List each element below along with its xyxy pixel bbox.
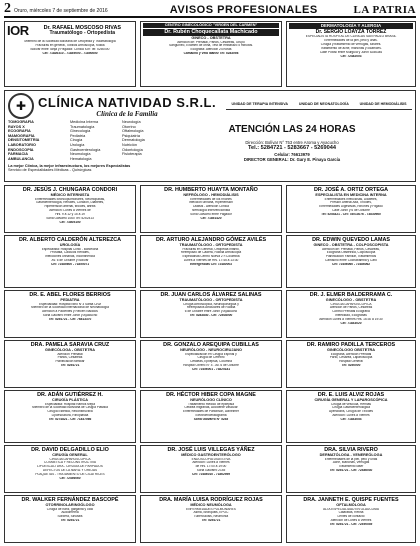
ad-magne bbox=[140, 390, 282, 443]
ad-line: Cel: 71851420 bbox=[200, 217, 222, 221]
ad-line: Cirugía y tratamiento de verrugas, lunares. bbox=[320, 42, 382, 46]
clinic-director: DIRECTOR GENERAL: Dr. Gary E. Pinaya García bbox=[243, 157, 341, 163]
ad-line: Tratamiento médico de epilepsia bbox=[188, 402, 234, 406]
ad-name: DR. WALKER FERNÁNDEZ BASCOPÉ bbox=[21, 497, 119, 503]
ad-line: Calle Junín y 6 de Octubre bbox=[332, 209, 370, 213]
ad-specialty: GINECÓLOGA - OBSTETRA bbox=[44, 348, 96, 352]
ad-line: Miembro de la Sociedad Boliviana de Ortopedia y Traumatología bbox=[24, 40, 116, 43]
ad-line: Cirugía de vesícula, Hernias bbox=[330, 402, 372, 406]
ad-specialty: DERMATÓLOGA - VENEREÓLOGA bbox=[319, 453, 383, 457]
ad-line: Bolívar entre Tarija y Pagador. Clínica IOR Tel: 5250000 bbox=[30, 47, 110, 51]
unit-label: UNIDAD DE HEMODIÁLISIS bbox=[359, 102, 407, 107]
specialty-item: Nutrición bbox=[122, 142, 137, 147]
ad-line: Miembro de la Sociedad Internacional de Neonatología bbox=[31, 306, 109, 310]
ad-specialty: MÉDICO NEUMÓLOGA bbox=[190, 503, 232, 507]
unit-label: UNIDAD DE TERAPIA INTENSIVA bbox=[231, 102, 289, 107]
ad-line: Apendicitis, Cirugía de Tiroides bbox=[329, 410, 373, 414]
ad-name: DR. JOSÉ A. ORTIZ ORTEGA bbox=[313, 187, 389, 193]
ad-barrera bbox=[286, 290, 416, 338]
ad-specialty: GINECÓLOGO OBSTETRA bbox=[326, 348, 376, 352]
specialty-item: Otorrino bbox=[122, 124, 136, 129]
ad-gutierrez bbox=[4, 390, 136, 443]
ad-line: Gastroenterología, Renales, Corazón, Diabetes, bbox=[35, 201, 105, 205]
specialty-item: Dermatología bbox=[122, 138, 145, 143]
ad-zapata bbox=[286, 235, 416, 288]
ad-specialty: UROLOGÍA bbox=[59, 243, 81, 247]
clinic-logo-icon: ✚ bbox=[8, 93, 34, 119]
ad-line: Próstata, Cálculos Renales, bbox=[50, 251, 90, 255]
ad-line: CIRUGÍA LAPAROSCÓPICA bbox=[330, 302, 372, 306]
ad-line: Lipoescultura, Rinoplastía bbox=[51, 414, 89, 418]
ad-name: DR. GONZALO AREQUIPA CUBILLAS bbox=[163, 342, 259, 348]
ad-name: DR. ARTURO ALEJANDRO GÓMEZ AVILÉS bbox=[155, 237, 267, 243]
ad-line: Nefrología Intervencionista bbox=[192, 209, 230, 213]
ad-specialty: NEFRÓLOGO - HEMODIÁLISIS bbox=[183, 193, 239, 197]
ad-line: Enfermedades de la piel, pelo y uñas. bbox=[324, 38, 378, 42]
ad-line: Cel: 72456060 bbox=[59, 477, 81, 481]
ad-silvia bbox=[286, 445, 416, 493]
ad-specialty: NEURÓLOGO CLÍNICO bbox=[190, 398, 232, 402]
ad-name: DR. JESÚS J. CHUNGARA CONDORI bbox=[22, 187, 118, 193]
ad-line: Acné, Manchas, Verrugas bbox=[332, 461, 370, 465]
ad-line: Presión Arterial Alta, Tiroides, bbox=[330, 201, 372, 205]
ad-line: Enfermedades Infecciosas, Diabetes, bbox=[324, 197, 378, 201]
ad-specialty: ESPECIALISTA EN MEDICINA INTERNA bbox=[315, 193, 387, 197]
ad-pedrera bbox=[286, 340, 416, 388]
ad-fuentes bbox=[286, 495, 416, 543]
clinic-service: Servicio de Especialidades Médicas - Quirúrgicas bbox=[8, 168, 92, 173]
ad-line: DEFECTOS DE LA NARIZ Y OREJAS bbox=[42, 469, 98, 473]
ad-line: Diálisis - Atención Clínica bbox=[193, 205, 229, 209]
ad-line: Cirugía de Cerebro bbox=[197, 356, 225, 360]
service-item: FARMACIA bbox=[8, 152, 29, 157]
ad-line: Soria Galvarro entre Pagador bbox=[190, 213, 232, 217]
ad-line: Tel: 5250000 bbox=[341, 364, 361, 368]
ad-virgen-del-carmen bbox=[140, 21, 282, 87]
newspaper-name: LA PATRIA bbox=[353, 4, 416, 16]
ad-line: Cefaleas, Epilepsia, Columna bbox=[190, 360, 232, 364]
ad-line: Enfermedades Broncopulmonares, Neumopatías, bbox=[35, 197, 105, 201]
ad-line: Infección urinaria, Hipertensión bbox=[189, 201, 233, 205]
ad-chungara bbox=[4, 185, 136, 233]
ad-clinica-natividad bbox=[4, 90, 416, 182]
ad-name: DR. J. ELMER BALDERRAMA C. bbox=[309, 292, 393, 298]
specialty-item: Oftalmología bbox=[122, 129, 144, 134]
ad-line: Cirugía Artroscópica, Neuroquirúrgica y bbox=[183, 302, 239, 306]
specialty-item: Ginecología bbox=[70, 129, 91, 134]
specialty-item: Fisioterapia bbox=[122, 152, 142, 157]
ad-line: Soria Galvarro entre Junín y Ayacucho bbox=[42, 314, 98, 318]
ad-line: Atención de Lunes a Viernes bbox=[330, 519, 372, 523]
ad-line: Hospital Obrero N° 4 - Av. 6 de Octubre bbox=[183, 364, 239, 368]
specialty-item: Pediatría bbox=[70, 133, 86, 138]
ad-line: 6 de Octubre entre Junín y Ayacucho bbox=[184, 310, 238, 314]
specialty-item: Medicina Interna bbox=[70, 120, 99, 124]
ad-line: Partos, Cesáreas bbox=[57, 356, 83, 360]
ad-name: DR. EDWIN QUEVEDO LAMAS bbox=[312, 237, 390, 243]
ad-line: Calle Potosí entre Murguía y Junín 5286346 bbox=[319, 50, 383, 54]
service-item: TOMOGRAFÍA bbox=[8, 120, 34, 124]
ior-logo: IOR bbox=[7, 23, 29, 38]
ad-calderon bbox=[4, 235, 136, 288]
ad-line: Especialista: Hospital Clínic - Barcelona bbox=[41, 247, 99, 251]
ad-name: DR. E. ABEL FLORES BERRIOS bbox=[29, 292, 111, 298]
ad-line: Cirugía Estética, Reconstructiva bbox=[47, 410, 93, 414]
issue-date: Oruro, miércoles 7 de septiembre de 2016 bbox=[14, 8, 108, 14]
ad-line: Atención: Lunes a Viernes bbox=[332, 414, 370, 418]
ad-name: DR. DAVID DELGADILLO ELIO bbox=[31, 447, 109, 453]
service-item: ENDOSCOPÍA bbox=[8, 147, 34, 152]
ad-specialty: CIRUGÍA GENERAL bbox=[52, 453, 88, 457]
ad-line: Cataratas, Retina bbox=[338, 511, 364, 515]
ad-line: Parto, Cesárea, Laparoscopía bbox=[329, 356, 373, 360]
clinic-name: CLÍNICA NATIVIDAD S.R.L. bbox=[38, 94, 217, 110]
ad-line: Planificación familiar bbox=[55, 360, 85, 364]
ad-name: Dr. RAFAEL MOSCOSO RIVAS bbox=[43, 25, 121, 32]
ad-name: DR. JUAN CARLOS ÁLVAREZ SALINAS bbox=[160, 292, 262, 298]
ad-line: CIRUGÍA LAPAROSCÓPICA bbox=[49, 457, 91, 461]
ad-line: ESPECIALISTA HOSPITAL DE CLÍNICAS SAN PAULO BRASIL bbox=[305, 35, 397, 38]
ad-line: Tratamiento láser bbox=[338, 465, 364, 469]
ad-line: Atención de: Prenatal, Partos, Cesáreas, bbox=[322, 247, 380, 251]
ad-bascope bbox=[4, 495, 136, 543]
doctor-name: Dr. Rubén Choquecallata Machicado bbox=[143, 29, 279, 36]
ad-line: Hrs. 9 a 12 y 15 a 19 bbox=[55, 213, 85, 217]
ad-name: DRA. PAMELA SARAVIA CRUZ bbox=[30, 342, 110, 348]
ad-line: Atención a Pacientes y Recién Nacidos bbox=[42, 310, 98, 314]
ad-specialty: OTORRINOLARINGÓLOGO bbox=[45, 503, 95, 507]
ad-line: Tel: 5254421 - Cel: 78013076 - 73830960 bbox=[321, 213, 381, 217]
ad-elio bbox=[4, 445, 136, 493]
ad-name: DR. JOSÉ LUIS VILLEGAS YÁÑEZ bbox=[167, 447, 255, 453]
ad-line: Av. 6 de Octubre y Bolívar bbox=[51, 259, 89, 263]
ad-line: Especialista Centro Nueva 2 F.Columbia bbox=[182, 255, 240, 259]
ad-line: Atención: Lunes a Viernes de bbox=[49, 209, 91, 213]
specialty-item: Cirugía bbox=[70, 138, 83, 143]
ad-line: Tuberculosis, Neumonía bbox=[193, 515, 229, 519]
ad-line: Tel: 5254721 bbox=[201, 519, 221, 523]
ad-specialty: MÉDICO GASTROENTERÓLOGO bbox=[181, 453, 241, 457]
ad-line: Atención: Lunes a Viernes bbox=[192, 461, 230, 465]
ad-arequipa bbox=[140, 340, 282, 388]
ad-line: Atención Lunes a Viernes Hrs. 16:30 a 19:30 bbox=[319, 318, 383, 322]
ad-line: Control Prenatal Ecografía bbox=[332, 310, 370, 314]
ad-name: DRA. MARÍA LUISA RODRÍGUEZ ROJAS bbox=[159, 497, 263, 503]
ad-name: DR. RAMIRO PADILLA TERCEROS bbox=[306, 342, 396, 348]
ad-line: Lentes de contacto bbox=[337, 515, 365, 519]
ad-line: Fracturas en general, Tobillos Artroscopía, rodilla bbox=[35, 43, 105, 47]
ad-line: Cefalea migrañas, Accidente vascular bbox=[184, 406, 238, 410]
ad-line: Cel: 71843020 bbox=[340, 322, 362, 326]
ad-line: Tel: 5283840 - Cel: 72408000 bbox=[189, 314, 233, 318]
ad-salinas bbox=[140, 290, 282, 338]
ad-line: Especialista: Hospital Ramos Mejía bbox=[45, 402, 95, 406]
ad-loayza-torrez bbox=[286, 21, 416, 87]
specialty-item: Odontología bbox=[122, 147, 143, 152]
ad-specialty: OFTALMÓLOGA bbox=[336, 503, 366, 507]
ad-name: DR. HUMBERTO HUAYTA MONTAÑO bbox=[164, 187, 258, 193]
ad-line: Ecografía, Atención Prenatal bbox=[330, 352, 372, 356]
ad-specialty: CIRUGÍA PLÁSTICA bbox=[52, 398, 88, 402]
ad-rivas bbox=[4, 21, 136, 87]
ad-line: Especialidad: Hospital Niño N°3 Santa Cruz bbox=[39, 302, 101, 306]
service-item: RAYOS X bbox=[8, 124, 25, 129]
ad-line: Enfermedades Digestivas, Riñones y Hígado bbox=[319, 205, 383, 209]
ad-line: Emergencias Cel: 72480003 bbox=[190, 263, 232, 267]
service-item: LABORATORIO bbox=[8, 142, 36, 147]
specialty: GINECO - OBSTETRA bbox=[191, 36, 231, 40]
ad-line: Electroencefalograma bbox=[195, 414, 227, 418]
ad-line: Camacho entre Cochabamba y Caro bbox=[325, 259, 377, 263]
ad-name: DRA. SILVIA RIVERO bbox=[324, 447, 378, 453]
ad-saravia bbox=[4, 340, 136, 388]
ad-rodriguez bbox=[140, 495, 282, 543]
ad-ortega bbox=[286, 185, 416, 233]
ad-specialty: GINECO - OBSTETRA - COLPOSCOPISTA bbox=[313, 243, 389, 247]
section-title: AVISOS PROFESIONALES bbox=[169, 4, 318, 16]
ad-line: Soria Galvarro 1060 Tel: 5252413 bbox=[46, 217, 94, 221]
ad-name: DR. ADÁN GUTIÉRREZ H. bbox=[37, 392, 103, 398]
ad-line: Cel: 72456001 - 73825181 bbox=[191, 368, 231, 372]
ad-line: Enfermedades de los riñones bbox=[190, 197, 232, 201]
clinic-address: Dirección: Bolívar N° 753 entre Aroma y Ayacucho bbox=[245, 140, 339, 145]
ad-line: Cel: 72485600 - 71855071 bbox=[50, 263, 90, 267]
ad-specialty: GINECÓLOGO - OBSTETRA bbox=[325, 298, 377, 302]
specialty-item: Neurología bbox=[122, 120, 141, 124]
specialty-item: Hematología bbox=[70, 156, 92, 161]
ad-line: Soria Galvarro N° 5245 bbox=[193, 418, 229, 422]
specialty-item: Neumología bbox=[70, 152, 91, 157]
ad-line: Tel: 5254721 - Cel: 76813370 bbox=[48, 318, 92, 322]
clinic-phones: Tel.: 5284721 - 5283667 - 5269044 bbox=[248, 145, 336, 152]
ad-line: Sordera, Sinusitis bbox=[57, 515, 83, 519]
clinic-tagline: Clínica de la Familia bbox=[96, 109, 158, 118]
page-header bbox=[4, 2, 416, 18]
ad-line: Infecciones urinarias, Incontinencia bbox=[45, 255, 95, 259]
ad-line: Tratamiento de acné, manchas y cicatrices. bbox=[320, 46, 382, 50]
ad-line: Atención de Partos, Cesáreas bbox=[329, 306, 373, 310]
ad-line: Soria Galvarro 2145 bbox=[196, 469, 226, 473]
ad-name: DR. E. LUIS ALVIZ ROJAS bbox=[317, 392, 385, 398]
ad-line: Cel: 72456060 - 72486062 bbox=[331, 263, 371, 267]
ad-line: LIPOESCULTURA - CIRUGÍA DE PÁRPADOS bbox=[37, 465, 103, 469]
clinic-cell: Celular: 76613979 bbox=[274, 152, 310, 157]
ad-line: de Hrs. 17:00 a 19:00 bbox=[195, 465, 227, 469]
ad-line: Audiometría bbox=[61, 511, 79, 515]
service-item: AMBULANCIA bbox=[8, 156, 34, 161]
ad-specialty: NEURÓLOGO - NEUROCIRUJANO bbox=[180, 348, 242, 352]
ad-line: Miembro de la Sociedad Boliviana de Cirugía Plástica bbox=[32, 406, 108, 410]
ad-montano bbox=[140, 185, 282, 233]
ad-line: Enfermedades de la piel, pelo y uñas bbox=[324, 457, 378, 461]
ad-specialty: PEDIATRA bbox=[60, 298, 80, 302]
ad-line: Tel: 5254721 - Cel: 72490049 bbox=[329, 523, 373, 527]
ad-line: Tel: 5254721 bbox=[60, 519, 80, 523]
ad-line: Asma, Bronquitis, EPOC bbox=[193, 511, 229, 515]
ad-yanez bbox=[140, 445, 282, 493]
ad-line: Infertilidad, Ecografías bbox=[335, 314, 367, 318]
ad-line: Especialización en Cirugía Espinal y bbox=[185, 352, 237, 356]
specialty-item: Psiquiatría bbox=[122, 133, 140, 138]
ad-line: Cel: 71826310 - 71849000 - 71850650 bbox=[42, 51, 98, 55]
ad-line: Planificación Familiar, Tratamientos bbox=[325, 255, 377, 259]
ad-line: Ecografía Obstétrica, Colposcopía bbox=[326, 251, 376, 255]
ad-specialty: TRAUMATÓLOGO - ORTOPEDISTA bbox=[179, 298, 243, 302]
section-banner: DERMATOLOGÍA Y ALERGIA bbox=[289, 23, 413, 29]
ad-rojas bbox=[286, 390, 416, 443]
ad-name: DRA. JANNETH E. QUISPE FUENTES bbox=[303, 497, 399, 503]
specialty-item: Urología bbox=[70, 142, 85, 147]
ad-line: Tel: 5274821 - Cel: 71837066 bbox=[48, 418, 92, 422]
service-item: MAMOGRAFÍA bbox=[8, 133, 35, 138]
ad-line: Lunes a Viernes de Hrs. 17:45 a 13:30 bbox=[183, 259, 239, 263]
ad-line: ENFERMEDADES PULMONARES bbox=[186, 507, 236, 511]
ad-line: Cel: 71843054 bbox=[340, 418, 362, 422]
ad-aviles bbox=[140, 235, 282, 288]
unit-label: UNIDAD DE NEONATOLOGÍA bbox=[298, 102, 349, 107]
ad-line: Cel: 73805150 bbox=[59, 220, 81, 224]
ad-name: DR. ALBERTO CALDERÓN ALTEREZCA bbox=[18, 237, 122, 243]
ad-specialty: TRAUMATÓLOGO - ORTOPEDISTA bbox=[179, 243, 243, 247]
specialty-item: Traumatología bbox=[70, 124, 95, 129]
ad-flores bbox=[4, 290, 136, 338]
specialty-item: Gastroenterología bbox=[70, 147, 101, 152]
ad-specialty: MÉDICO INTERNISTA bbox=[50, 193, 90, 197]
ad-specialty: CIRUGÍA GENERAL Y LAPAROSCÓPICA bbox=[314, 398, 388, 402]
ad-line: Cirugía de nariz, garganta y oído bbox=[46, 507, 94, 511]
ad-line: Atención de: Prenatal, Partos, Cesáreas, Grupo bbox=[177, 40, 245, 44]
ad-line: Reemplazos Articulares de Rodilla bbox=[186, 306, 236, 310]
ad-line: COSMÉTICA Y RECONSTRUCTIVA bbox=[44, 461, 96, 465]
ad-line: PLAQUETAS - TRATAMIENTO DE CICATRICES bbox=[35, 473, 105, 477]
ad-line: Cel: 72482003 bbox=[340, 54, 362, 58]
ad-name: DR. HÉCTOR HIBER COPA MAGNE bbox=[166, 392, 256, 398]
ad-line: Tel: 5254721 - Cel: 72486030 bbox=[329, 469, 373, 473]
ad-line: Hospital General bbox=[339, 360, 363, 364]
ad-specialty: Traumatólogo - Ortopedista bbox=[49, 30, 116, 37]
ad-line: Cirugía Gastroenterológica bbox=[331, 406, 371, 410]
ad-line: Camacho y Vela Ibañez Tel: 5283098 bbox=[183, 52, 239, 56]
attention-hours: ATENCIÓN LAS 24 HORAS bbox=[228, 124, 356, 135]
ad-line: Hipertensión arterial, tiroides, artritis bbox=[44, 205, 96, 209]
page-number: 2 bbox=[4, 1, 11, 16]
ad-line: Tel: 5254721 bbox=[60, 364, 80, 368]
service-item: ECOGRAFÍA bbox=[8, 129, 31, 134]
ad-line: Ecografía: Atención 24 horas bbox=[190, 48, 232, 52]
ad-name: Dr. SERGIO LOAYZA TORREZ bbox=[315, 29, 387, 35]
clinic-motto: La mejor Clínica, la mejor infraestructura, los mejores Especialistas bbox=[8, 163, 131, 168]
clinic-name: CENTRO GINECOLÓGICO "VIRGEN DEL CARMEN" bbox=[143, 23, 279, 28]
ad-line: ALTA ESPECIALIDAD EN GLAUCOMA bbox=[323, 507, 379, 511]
ad-line: ENDOSCOPÍA DIGESTIVA bbox=[191, 457, 231, 461]
ad-line: Cel: 72486010 - 71862959 bbox=[191, 473, 231, 477]
ad-line: Reemplazo de Cadera, Rodilla Artroscopía bbox=[180, 251, 242, 255]
ad-line: Fracturas en General, Ortopedia Infantil, bbox=[182, 247, 240, 251]
ad-line: Atención Prenatal bbox=[57, 352, 83, 356]
ad-line: Sanguíneo, Examen de orina, Test de embarazo 5 minutos. bbox=[169, 44, 253, 48]
ad-line: Enfermedades de Parkinson, Alzheimer bbox=[183, 410, 239, 414]
service-item: DENSITOMETRÍA bbox=[8, 138, 40, 143]
